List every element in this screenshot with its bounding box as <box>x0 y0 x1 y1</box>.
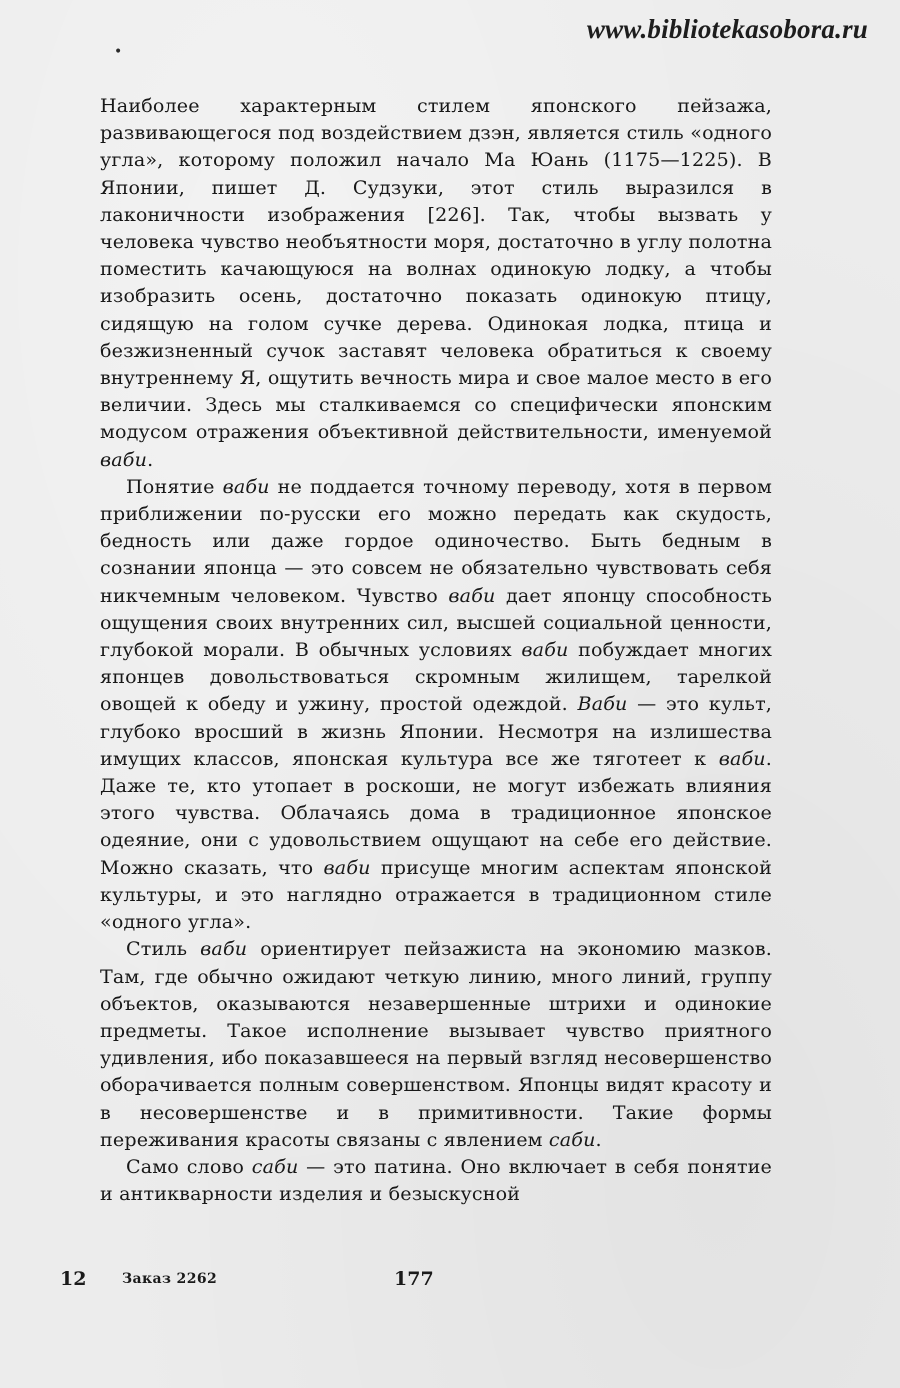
print-speck: • <box>114 44 123 60</box>
site-watermark: www.bibliotekasobora.ru <box>586 14 868 44</box>
text-run: Понятие <box>126 474 223 498</box>
italic-term: ваби <box>718 746 766 770</box>
text-run: . Даже те, кто утопает в роскоши, не могут избежать влияния этого чувства. Облачаясь дома в традиционное японское одеяние, они с удовольствием ощущают на себе его действие. Можно сказать, что <box>100 746 772 879</box>
italic-term: Ваби <box>577 692 628 716</box>
italic-term: саби <box>251 1154 299 1178</box>
paragraph <box>100 92 772 473</box>
text-run: — это патина. Оно включает в себя понятие и антикварности изделия и безыскусной <box>100 1154 772 1206</box>
text-run: . <box>595 1127 602 1151</box>
signature-number: 12 <box>60 1268 87 1290</box>
text-run: ориентирует пейзажиста на экономию мазков. Там, где обычно ожидают четкую линию, много линий, группу объектов, оказываются незавершенные штрихи и одинокие предметы. Такое исполнение вызывает чувство приятного удивления, ибо показавшееся на первый взгляд несовершенство оборачивается полным совершенством. Японцы видят красоту и в несовершенстве и в примитивности. Такие формы переживания красоты связаны с явлением <box>100 937 772 1151</box>
text-run: Наиболее характерным стилем японского пейзажа, развивающегося под воздействием дзэн, является стиль «одного угла», которому положил начало Ма Юань (1175—1225). В Японии, пишет Д. Судзуки, этот стиль выразился в лаконичности изображения [226]. Так, чтобы вызвать у человека чувство необъятности моря, достаточно в углу полотна поместить качающуюся на волнах одинокую лодку, а чтобы изобразить осень, достаточно показать одинокую птицу, сидящую на голом сучке дерева. Одинокая лодка, птица и безжизненный сучок заставят человека обратиться к своему внутреннему Я, ощутить вечность мира и свое малое место в его величии. Здесь мы сталкиваемся со специфически японским модусом отражения объективной действительности, именуемой <box>100 94 772 444</box>
text-run: присуще многим аспектам японской культуры, и это наглядно отражается в традиционном стиле «одного угла». <box>100 855 772 934</box>
italic-term: саби <box>548 1127 596 1151</box>
main-text <box>100 92 772 1207</box>
text-run: дает японцу способность ощущения своих внутренних сил, высшей социальной ценности, глубокой морали. В обычных условиях <box>100 583 773 662</box>
text-run: побуждает многих японцев довольствоваться скромным жилищем, тарелкой овощей к обеду и ужину, простой одеждой. <box>100 638 773 716</box>
print-order: Заказ 2262 <box>122 1271 218 1287</box>
text-run: Стиль <box>126 937 201 961</box>
paragraph <box>100 473 772 935</box>
text-run: не поддается точному переводу, хотя в первом приближении по-русски его можно передать как скудость, бедность или даже гордое одиночество. Быть бедным в сознании японца — это совсем не обязательно чувствовать себя никчемным человеком. Чувство <box>100 474 772 607</box>
italic-term: ваби <box>323 855 371 879</box>
italic-term: ваби <box>222 474 270 498</box>
text-run: . <box>147 447 154 471</box>
text-run: Само слово <box>126 1154 252 1178</box>
italic-term: ваби <box>521 638 569 662</box>
paragraph <box>100 935 772 1153</box>
page-number: 177 <box>394 1268 434 1290</box>
italic-term: ваби <box>200 937 248 961</box>
italic-term: ваби <box>448 583 496 607</box>
page-footer <box>60 1268 780 1294</box>
paragraph <box>100 1153 772 1207</box>
text-run: — это культ, глубоко вросший в жизнь Японии. Несмотря на излишества имущих классов, японская культура все же тяготеет к <box>100 692 772 770</box>
italic-term: ваби <box>100 447 148 471</box>
